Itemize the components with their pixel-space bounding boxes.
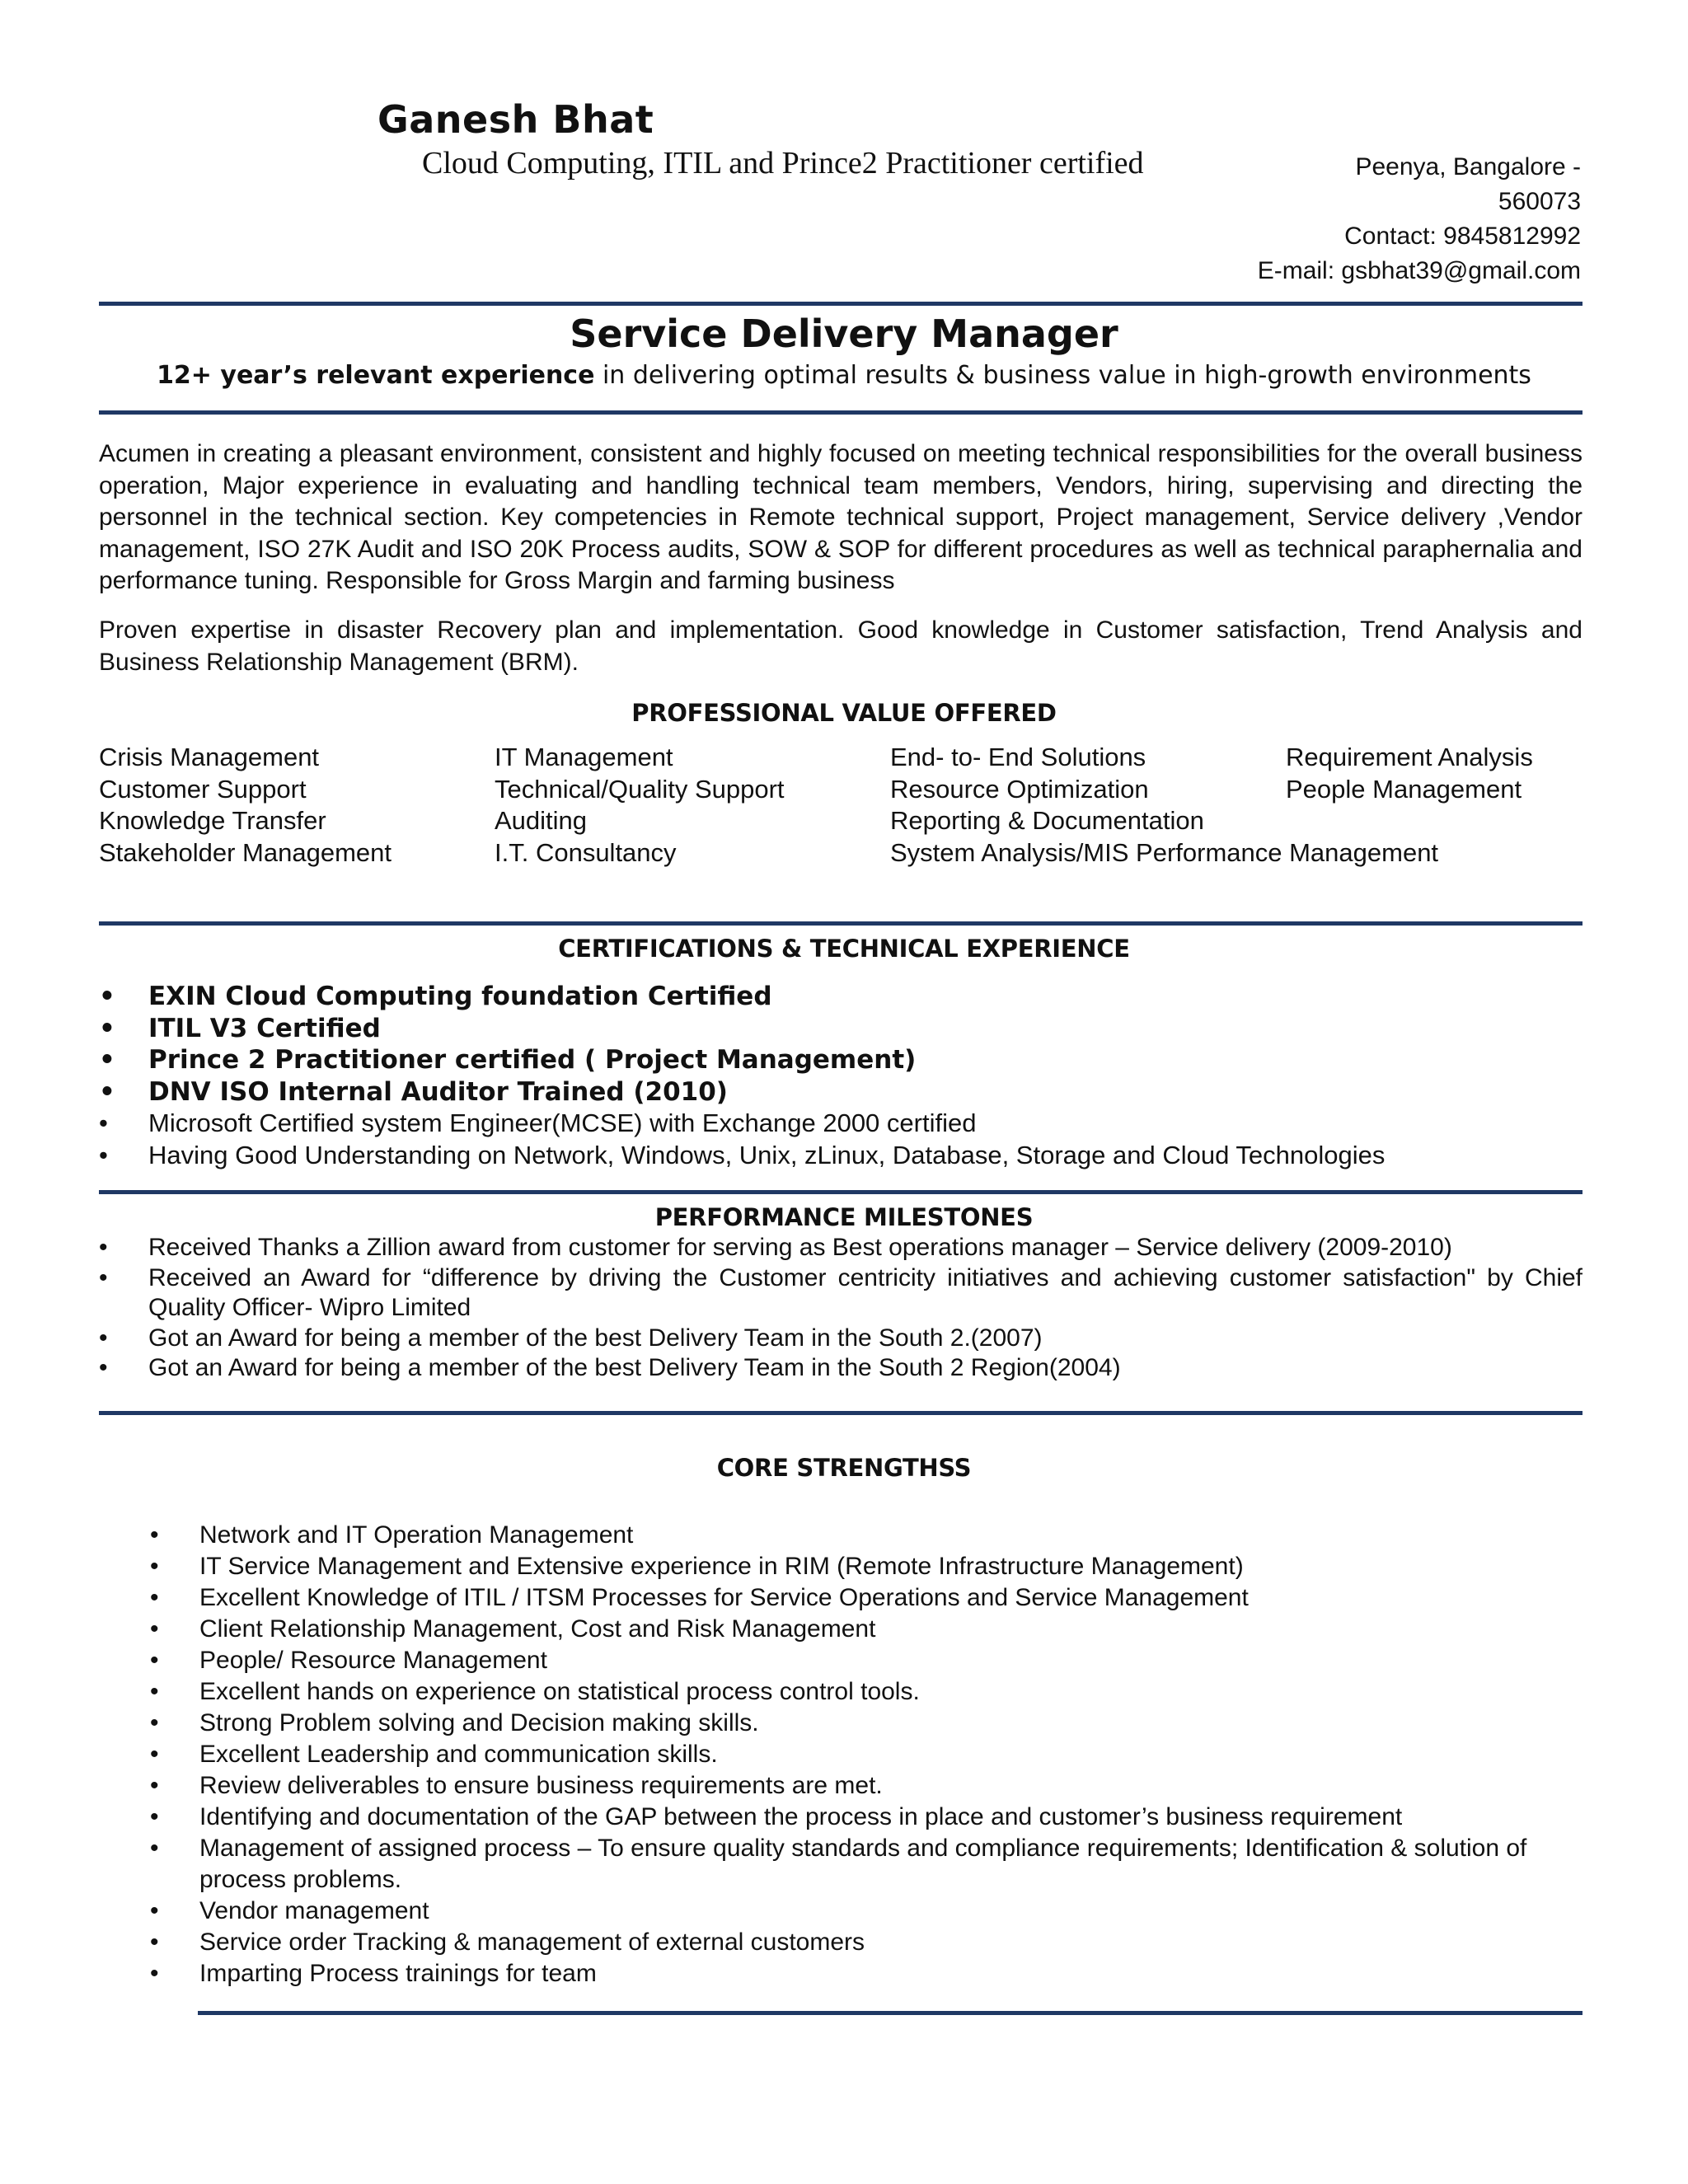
- bullet-icon: •: [150, 1741, 159, 1768]
- list-item: • Microsoft Certified system Engineer(MCSE) with Exchange 2000 certified: [99, 1108, 1582, 1140]
- bullet-icon: •: [150, 1929, 159, 1956]
- list-item: • Excellent Leadership and communication skills.: [150, 1739, 1584, 1770]
- address-line-1: Peenya, Bangalore -: [1355, 153, 1581, 180]
- list-item: • Network and IT Operation Management: [150, 1520, 1584, 1551]
- bullet-icon: •: [150, 1709, 159, 1736]
- section-heading-certifications: CERTIFICATIONS & TECHNICAL EXPERIENCE: [558, 935, 1130, 963]
- bullet-icon: •: [150, 1835, 159, 1862]
- skill-item: Requirement Analysis: [1286, 743, 1533, 771]
- section-heading-milestones: PERFORMANCE MILESTONES: [654, 1203, 1034, 1231]
- list-item: • Identifying and documentation of the GAP between the process in place and customer’s business requirement: [150, 1802, 1584, 1833]
- milestones-list: [99, 1233, 1582, 1384]
- list-item: • Received Thanks a Zillion award from customer for serving as Best operations manager – Service delivery (2009-2010): [99, 1233, 1582, 1263]
- email-address: E-mail: gsbhat39@gmail.com: [1257, 257, 1581, 284]
- skill-item: People Management: [1286, 774, 1522, 804]
- bullet-icon: •: [150, 1803, 159, 1830]
- section-heading-value-offered: PROFESSIONAL VALUE OFFERED: [631, 699, 1057, 727]
- summary-paragraph-2: Proven expertise in disaster Recovery plan and implementation. Good knowledge in Customer satisfaction, Trend Analysis and Business Relationship Management (BRM).: [99, 616, 1582, 676]
- bullet-icon: •: [99, 1140, 108, 1169]
- bullet-icon: •: [150, 1584, 159, 1611]
- bullet-icon: •: [150, 1678, 159, 1705]
- bullet-icon: •: [150, 1553, 159, 1580]
- certifications-list: [99, 981, 1582, 1171]
- bullet-icon: •: [99, 1324, 108, 1352]
- skill-item: Auditing: [495, 806, 588, 835]
- list-item: • Got an Award for being a member of the best Delivery Team in the South 2 Region(2004): [99, 1353, 1582, 1384]
- bullet-icon: •: [99, 1045, 115, 1075]
- bullet-icon: •: [99, 1234, 108, 1261]
- bullet-icon: •: [99, 1076, 115, 1107]
- phone-number: Contact: 9845812992: [1344, 223, 1581, 250]
- skill-item: Crisis Management: [99, 743, 320, 771]
- list-item: • Received an Award for “difference by driving the Customer centricity initiatives and achieving customer satisfaction" by Chief Quality Officer- Wipro Limited: [99, 1263, 1582, 1321]
- list-item: • Excellent Knowledge of ITIL / ITSM Processes for Service Operations and Service Management: [150, 1582, 1584, 1614]
- list-item: • Got an Award for being a member of the best Delivery Team in the South 2.(2007): [99, 1324, 1582, 1354]
- list-item: • EXIN Cloud Computing foundation Certified: [99, 982, 772, 1011]
- skill-item: I.T. Consultancy: [495, 837, 677, 867]
- skill-item: Resource Optimization: [890, 774, 1149, 804]
- skill-item: IT Management: [495, 743, 673, 771]
- divider: [99, 410, 1582, 415]
- list-item: • Imparting Process trainings for team: [150, 1958, 1584, 1990]
- list-item: • People/ Resource Management: [150, 1645, 1584, 1676]
- list-item: • Strong Problem solving and Decision making skills.: [150, 1708, 1584, 1739]
- skill-item: Technical/Quality Support: [495, 774, 785, 804]
- role-title: Service Delivery Manager: [570, 312, 1118, 356]
- bullet-icon: •: [150, 1897, 159, 1924]
- list-item: • DNV ISO Internal Auditor Trained (2010): [99, 1076, 728, 1107]
- list-item: • Vendor management: [150, 1896, 1584, 1927]
- bullet-icon: •: [99, 1263, 108, 1291]
- address-line-2: 560073: [1498, 188, 1581, 215]
- bullet-icon: •: [150, 1772, 159, 1799]
- bullet-icon: •: [150, 1615, 159, 1643]
- list-item: • Having Good Understanding on Network, Windows, Unix, zLinux, Database, Storage and Cloud Technologies: [99, 1140, 1582, 1172]
- skill-item: System Analysis/MIS Performance Management: [890, 837, 1439, 867]
- list-item: • Review deliverables to ensure business requirements are met.: [150, 1770, 1584, 1802]
- skill-item: End- to- End Solutions: [890, 743, 1146, 771]
- bullet-icon: •: [99, 1108, 108, 1137]
- divider: [99, 302, 1582, 306]
- list-item: • Excellent hands on experience on statistical process control tools.: [150, 1676, 1584, 1708]
- divider: [99, 1190, 1582, 1194]
- skill-item: Knowledge Transfer: [99, 806, 326, 835]
- bullet-icon: •: [99, 1354, 108, 1381]
- list-item: • IT Service Management and Extensive experience in RIM (Remote Infrastructure Management): [150, 1551, 1584, 1582]
- contact-block: [1235, 150, 1581, 288]
- bullet-icon: •: [99, 982, 115, 1011]
- candidate-tagline: Cloud Computing, ITIL and Prince2 Practitioner certified: [422, 146, 1144, 180]
- divider: [198, 2011, 1582, 2015]
- divider: [99, 1411, 1582, 1415]
- section-heading-core-strengths: CORE STRENGTHSS: [716, 1454, 972, 1482]
- experience-description: in delivering optimal results & business value in high-growth environments: [594, 361, 1531, 390]
- role-subtitle: [0, 361, 1688, 390]
- bullet-icon: •: [150, 1647, 159, 1674]
- bullet-icon: •: [150, 1960, 159, 1987]
- core-strengths-list: [150, 1520, 1584, 1990]
- list-item: • Client Relationship Management, Cost and Risk Management: [150, 1614, 1584, 1645]
- list-item: • Management of assigned process – To ensure quality standards and compliance requirements; Identification & solution of process problems.: [150, 1835, 1527, 1893]
- skill-item: Reporting & Documentation: [890, 806, 1204, 835]
- skill-item: Customer Support: [99, 774, 307, 804]
- divider: [99, 921, 1582, 926]
- candidate-name: Ganesh Bhat: [377, 97, 654, 142]
- experience-years: 12+ year’s relevant experience: [157, 361, 595, 390]
- summary-paragraph-1: Acumen in creating a pleasant environment, consistent and highly focused on meeting technical responsibilities for the overall business operation, Major experience in evaluating and handling technical team members, Vendors, hiring, supervising and directing the personnel in the technical section. Key competencies in Remote technical support, Project management, Service delivery ,Vendor management, ISO 27K Audit and ISO 20K Process audits, SOW & SOP for different procedures as well as technical paraphernalia and performance tuning. Responsible for Gross Margin and farming business: [99, 440, 1582, 594]
- list-item: • ITIL V3 Certified: [99, 1013, 381, 1043]
- bullet-icon: •: [99, 1013, 115, 1043]
- skill-item: Stakeholder Management: [99, 837, 392, 867]
- bullet-icon: •: [150, 1521, 159, 1549]
- list-item: • Prince 2 Practitioner certified ( Project Management): [99, 1045, 917, 1075]
- list-item: • Service order Tracking & management of external customers: [150, 1927, 1584, 1958]
